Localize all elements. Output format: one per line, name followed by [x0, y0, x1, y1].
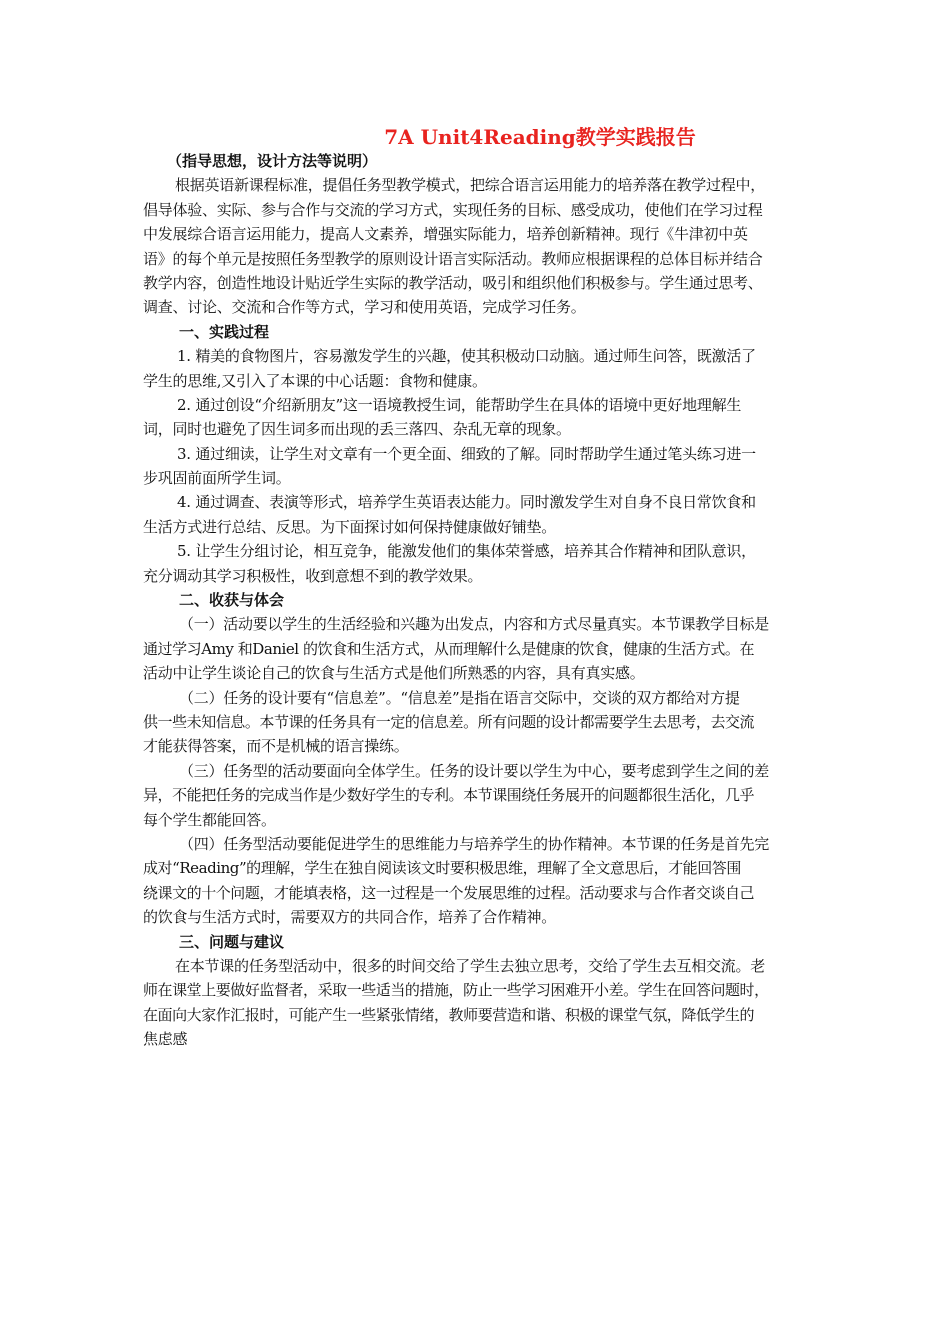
item-line: 在面向大家作汇报时，可能产生一些紧张情绪，教师要营造和谐、积极的课堂气氛，降低学生的: [143, 1005, 755, 1024]
intro-paragraph: [143, 173, 855, 319]
item-line: 成对“Reading”的理解，学生在独自阅读该文时要积极思维，理解了全文意思后，才能回答围: [143, 859, 741, 878]
item-line: 生活方式进行总结、反思。为下面探讨如何保持健康做好铺垫。: [143, 517, 557, 536]
document-subtitle: （指导思想，设计方法等说明）: [167, 152, 378, 170]
item-line: （四）任务型活动要能促进学生的思维能力与培养学生的协作精神。本节课的任务是首先完: [179, 834, 770, 853]
reflection-item: [143, 832, 855, 930]
item-line: 在本节课的任务型活动中，很多的时间交给了学生去独立思考，交给了学生去互相交流。老: [175, 956, 766, 975]
reflection-item: [143, 686, 855, 759]
item-line: 每个学生都能回答。: [143, 810, 276, 829]
item-line: 3. 通过细读，让学生对文章有一个更全面、细致的了解。同时帮助学生通过笔头练习进一: [177, 444, 756, 463]
item-line: 才能获得答案，而不是机械的语言操练。: [143, 737, 409, 756]
intro-line: 语》的每个单元是按照任务型教学的原则设计语言实际活动。教师应根据课程的总体目标并结合: [143, 249, 763, 268]
item-line: 词，同时也避免了因生词多而出现的丢三落四、杂乱无章的现象。: [143, 420, 571, 439]
suggestion-paragraph: [143, 954, 855, 1052]
practice-item: [143, 442, 855, 491]
document-title: 7A Unit4Reading教学实践报告: [384, 125, 696, 149]
practice-item: [143, 393, 855, 442]
intro-line: 教学内容，创造性地设计贴近学生实际的教学活动，吸引和组织他们积极参与。学生通过思考、: [143, 273, 763, 292]
item-line: 5. 让学生分组讨论，相互竞争，能激发他们的集体荣誉感，培养其合作精神和团队意识，: [177, 542, 756, 561]
section-heading: 二、收获与体会: [179, 591, 285, 610]
practice-item: [143, 539, 855, 588]
intro-line: 调查、讨论、交流和合作等方式，学习和使用英语，完成学习任务。: [143, 298, 586, 317]
item-line: 通过学习Amy 和Daniel 的饮食和生活方式，从而理解什么是健康的饮食，健康的生活方式。在: [143, 639, 755, 658]
practice-item: [143, 490, 855, 539]
item-line: 步巩固前面所学生词。: [143, 469, 291, 488]
item-line: （二）任务的设计要有“信息差”。“信息差”是指在语言交际中，交谈的双方都给对方提: [179, 688, 740, 707]
item-line: 的饮食与生活方式时，需要双方的共同合作，培养了合作精神。: [143, 908, 557, 927]
item-line: 学生的思维,又引入了本课的中心话题：食物和健康。: [143, 371, 487, 390]
item-line: 异，不能把任务的完成当作是少数好学生的专利。本节课围绕任务展开的问题都很生活化，几乎: [143, 786, 755, 805]
item-line: 绕课文的十个问题，才能填表格，这一过程是一个发展思维的过程。活动要求与合作者交谈自己: [143, 883, 755, 902]
item-line: 师在课堂上要做好监督者，采取一些适当的措施，防止一些学习困难开小差。学生在回答问题时，: [143, 981, 769, 1000]
intro-line: 倡导体验、实际、参与合作与交流的学习方式，实现任务的目标、感受成功，使他们在学习过程: [143, 200, 763, 219]
document-body: [143, 149, 855, 1051]
section-heading: 三、问题与建议: [179, 932, 285, 951]
practice-item: [143, 344, 855, 393]
item-line: （三）任务型的活动要面向全体学生。任务的设计要以学生为中心，要考虑到学生之间的差: [179, 761, 770, 780]
intro-line: 根据英语新课程标准，提倡任务型教学模式，把综合语言运用能力的培养落在教学过程中，: [175, 176, 766, 195]
item-line: 供一些未知信息。本节课的任务具有一定的信息差。所有问题的设计都需要学生去思考，去交流: [143, 712, 755, 731]
reflection-item: [143, 759, 855, 832]
item-line: 1. 精美的食物图片，容易激发学生的兴趣，使其积极动口动脑。通过师生问答，既激活了: [177, 347, 756, 366]
item-line: （一）活动要以学生的生活经验和兴趣为出发点，内容和方式尽量真实。本节课教学目标是: [179, 615, 770, 634]
item-line: 活动中让学生谈论自己的饮食与生活方式是他们所熟悉的内容，具有真实感。: [143, 664, 645, 683]
item-line: 充分调动其学习积极性，收到意想不到的教学效果。: [143, 566, 483, 585]
reflection-item: [143, 612, 855, 685]
item-line: 2. 通过创设“介绍新朋友”这一语境教授生词，能帮助学生在具体的语境中更好地理解生: [177, 395, 742, 414]
item-line: 焦虑感: [143, 1030, 188, 1049]
section-heading: 一、实践过程: [179, 322, 270, 341]
intro-line: 中发展综合语言运用能力，提高人文素养，增强实际能力，培养创新精神。现行《牛津初中英: [143, 225, 748, 244]
item-line: 4. 通过调查、表演等形式，培养学生英语表达能力。同时激发学生对自身不良日常饮食和: [177, 493, 756, 512]
